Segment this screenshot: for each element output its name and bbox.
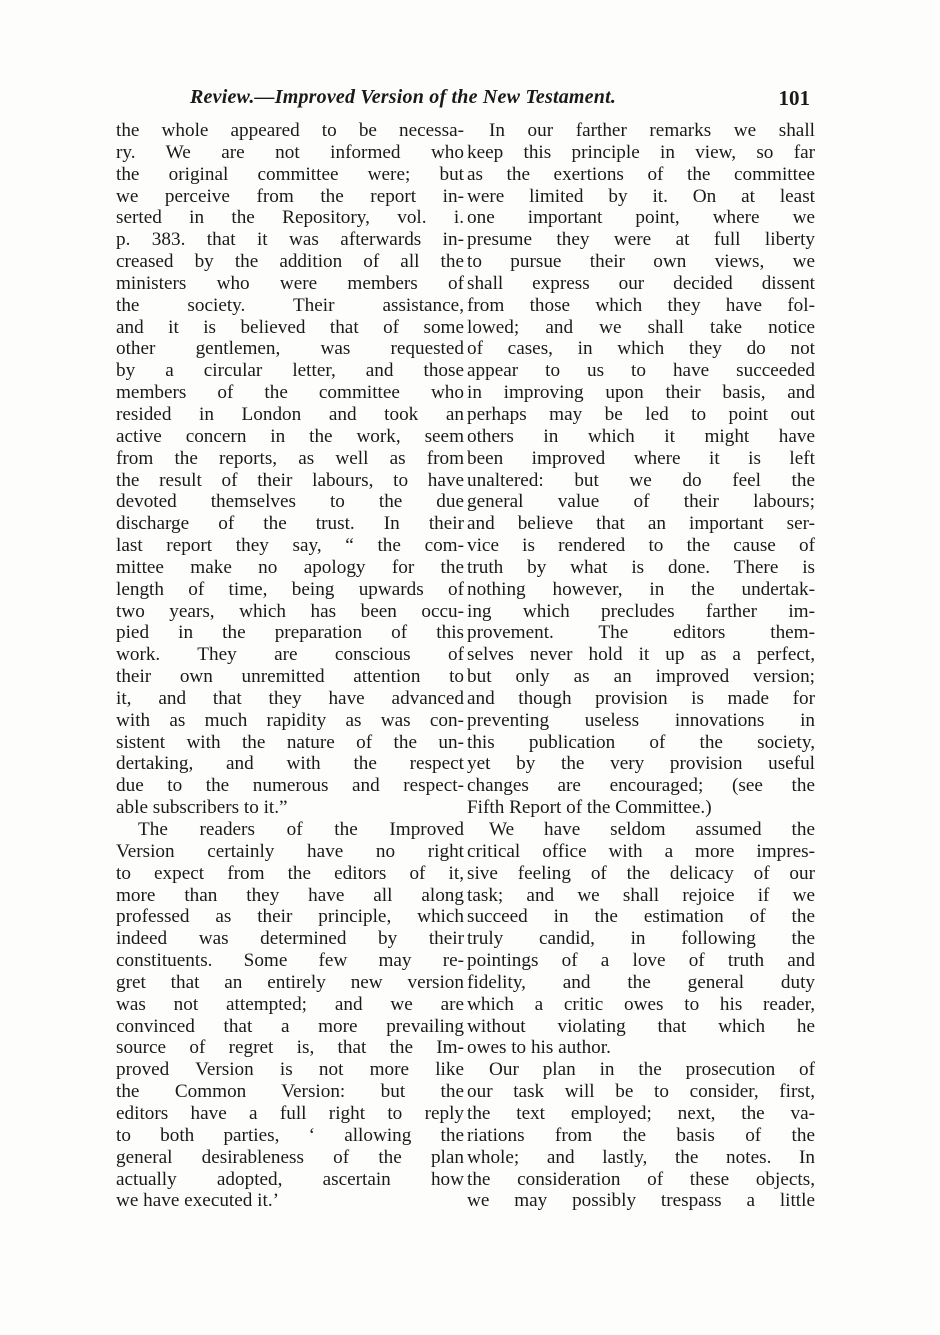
text-line: lowed; and we shall take notice (467, 316, 815, 338)
text-line: proved Version is not more like (116, 1059, 464, 1081)
text-line: discharge of the trust. In their (116, 513, 464, 535)
text-line: their own unremitted attention to (116, 666, 464, 688)
text-line: which a critic owes to his reader, (467, 993, 815, 1015)
text-line: resided in London and took an (116, 403, 464, 425)
text-line: to pursue their own views, we (467, 251, 815, 273)
text-line: nothing however, in the undertak- (467, 578, 815, 600)
left-text-column (116, 120, 464, 1212)
text-line: work. They are conscious of (116, 644, 464, 666)
text-line: pied in the preparation of this (116, 622, 464, 644)
text-line: vice is rendered to the cause of (467, 535, 815, 557)
text-line: selves never hold it up as a perfect, (467, 644, 815, 666)
text-line: general value of their labours; (467, 491, 815, 513)
text-line: constituents. Some few may re- (116, 950, 464, 972)
text-line: appear to us to have succeeded (467, 360, 815, 382)
text-line: active concern in the work, seem (116, 425, 464, 447)
text-line: we may possibly trespass a little (467, 1190, 815, 1212)
text-line: presume they were at full liberty (467, 229, 815, 251)
text-line: serted in the Repository, vol. i. (116, 207, 464, 229)
text-line: ry. We are not informed who (116, 141, 464, 163)
text-line: to expect from the editors of it, (116, 862, 464, 884)
text-line: sive feeling of the delicacy of our (467, 862, 815, 884)
text-line: it, and that they have advanced (116, 687, 464, 709)
text-line: in improving upon their basis, and (467, 382, 815, 404)
text-line: this publication of the society, (467, 731, 815, 753)
text-line: task; and we shall rejoice if we (467, 884, 815, 906)
text-line: more than they have all along (116, 884, 464, 906)
text-line: the whole appeared to be necessa- (116, 120, 464, 141)
text-line: truth by what is done. There is (467, 556, 815, 578)
text-line: one important point, where we (467, 207, 815, 229)
right-text-column (467, 120, 815, 1212)
running-head: Review.—Improved Version of the New Testament. (190, 86, 617, 108)
text-line: critical office with a more impres- (467, 840, 815, 862)
text-line: Version certainly have no right (116, 840, 464, 862)
text-line: keep this principle in view, so far (467, 141, 815, 163)
text-line: we perceive from the report in- (116, 185, 464, 207)
text-line: but only as an improved version; (467, 666, 815, 688)
text-line: due to the numerous and respect- (116, 775, 464, 797)
text-line: two years, which has been occu- (116, 600, 464, 622)
text-line: been improved where it is left (467, 447, 815, 469)
text-line: pointings of a love of truth and (467, 950, 815, 972)
text-line: our task will be to consider, first, (467, 1081, 815, 1103)
text-line: devoted themselves to the due (116, 491, 464, 513)
text-line: the society. Their assistance, (116, 294, 464, 316)
text-line: general desirableness of the plan (116, 1146, 464, 1168)
text-line: ministers who were members of (116, 272, 464, 294)
text-line: Our plan in the prosecution of (489, 1059, 815, 1081)
text-line: we have executed it.’ (116, 1190, 280, 1212)
text-line: the Common Version: but the (116, 1081, 464, 1103)
text-line: and believe that an important ser- (467, 513, 815, 535)
text-line: dertaking, and with the respect (116, 753, 464, 775)
text-line: The readers of the Improved (138, 819, 464, 840)
text-line: and it is believed that of some (116, 316, 464, 338)
text-line: indeed was determined by their (116, 928, 464, 950)
text-line: actually adopted, ascertain how (116, 1168, 464, 1190)
text-line: whole; and lastly, the notes. In (467, 1146, 815, 1168)
text-line: riations from the basis of the (467, 1124, 815, 1146)
text-line: by a circular letter, and those (116, 360, 464, 382)
text-line: owes to his author. (467, 1037, 611, 1059)
text-line: sistent with the nature of the un- (116, 731, 464, 753)
text-line: the text employed; next, the va- (467, 1102, 815, 1124)
text-line: ing which precludes farther im- (467, 600, 815, 622)
page-header (150, 82, 810, 118)
text-line: the original committee were; but (116, 163, 464, 185)
text-line: from the reports, as well as from (116, 447, 464, 469)
text-line: were limited by it. On at least (467, 185, 815, 207)
text-line: editors have a full right to reply (116, 1102, 464, 1124)
text-line: fidelity, and the general duty (467, 971, 815, 993)
text-line: professed as their principle, which (116, 906, 464, 928)
text-line: provement. The editors them- (467, 622, 815, 644)
text-line: Fifth Report of the Committee.) (467, 797, 712, 819)
text-line: length of time, being upwards of (116, 578, 464, 600)
text-line: with as much rapidity as was con- (116, 709, 464, 731)
text-line: and though provision is made for (467, 687, 815, 709)
text-line: the result of their labours, to have (116, 469, 464, 491)
text-line: truly candid, in following the (467, 928, 815, 950)
text-line: p. 383. that it was afterwards in- (116, 229, 464, 251)
text-line: succeed in the estimation of the (467, 906, 815, 928)
text-line: as the exertions of the committee (467, 163, 815, 185)
text-line: shall express our decided dissent (467, 272, 815, 294)
text-line: source of regret is, that the Im- (116, 1037, 464, 1059)
text-line: We have seldom assumed the (489, 819, 815, 840)
text-line: yet by the very provision useful (467, 753, 815, 775)
text-line: the consideration of these objects, (467, 1168, 815, 1190)
text-line: changes are encouraged; (see the (467, 775, 815, 797)
text-line: without violating that which he (467, 1015, 815, 1037)
text-line: to both parties, ‘ allowing the (116, 1124, 464, 1146)
text-line: other gentlemen, was requested (116, 338, 464, 360)
text-line: from those which they have fol- (467, 294, 815, 316)
text-line: last report they say, “ the com- (116, 535, 464, 557)
text-line: members of the committee who (116, 382, 464, 404)
text-line: mittee make no apology for the (116, 556, 464, 578)
text-line: perhaps may be led to point out (467, 403, 815, 425)
text-line: able subscribers to it.” (116, 797, 288, 819)
text-line: convinced that a more prevailing (116, 1015, 464, 1037)
text-line: others in which it might have (467, 425, 815, 447)
page-number: 101 (778, 86, 810, 110)
text-line: of cases, in which they do not (467, 338, 815, 360)
text-line: creased by the addition of all the (116, 251, 464, 273)
text-line: was not attempted; and we are (116, 993, 464, 1015)
text-line: unaltered: but we do feel the (467, 469, 815, 491)
text-line: In our farther remarks we shall (489, 120, 815, 141)
text-line: preventing useless innovations in (467, 709, 815, 731)
text-line: gret that an entirely new version (116, 971, 464, 993)
